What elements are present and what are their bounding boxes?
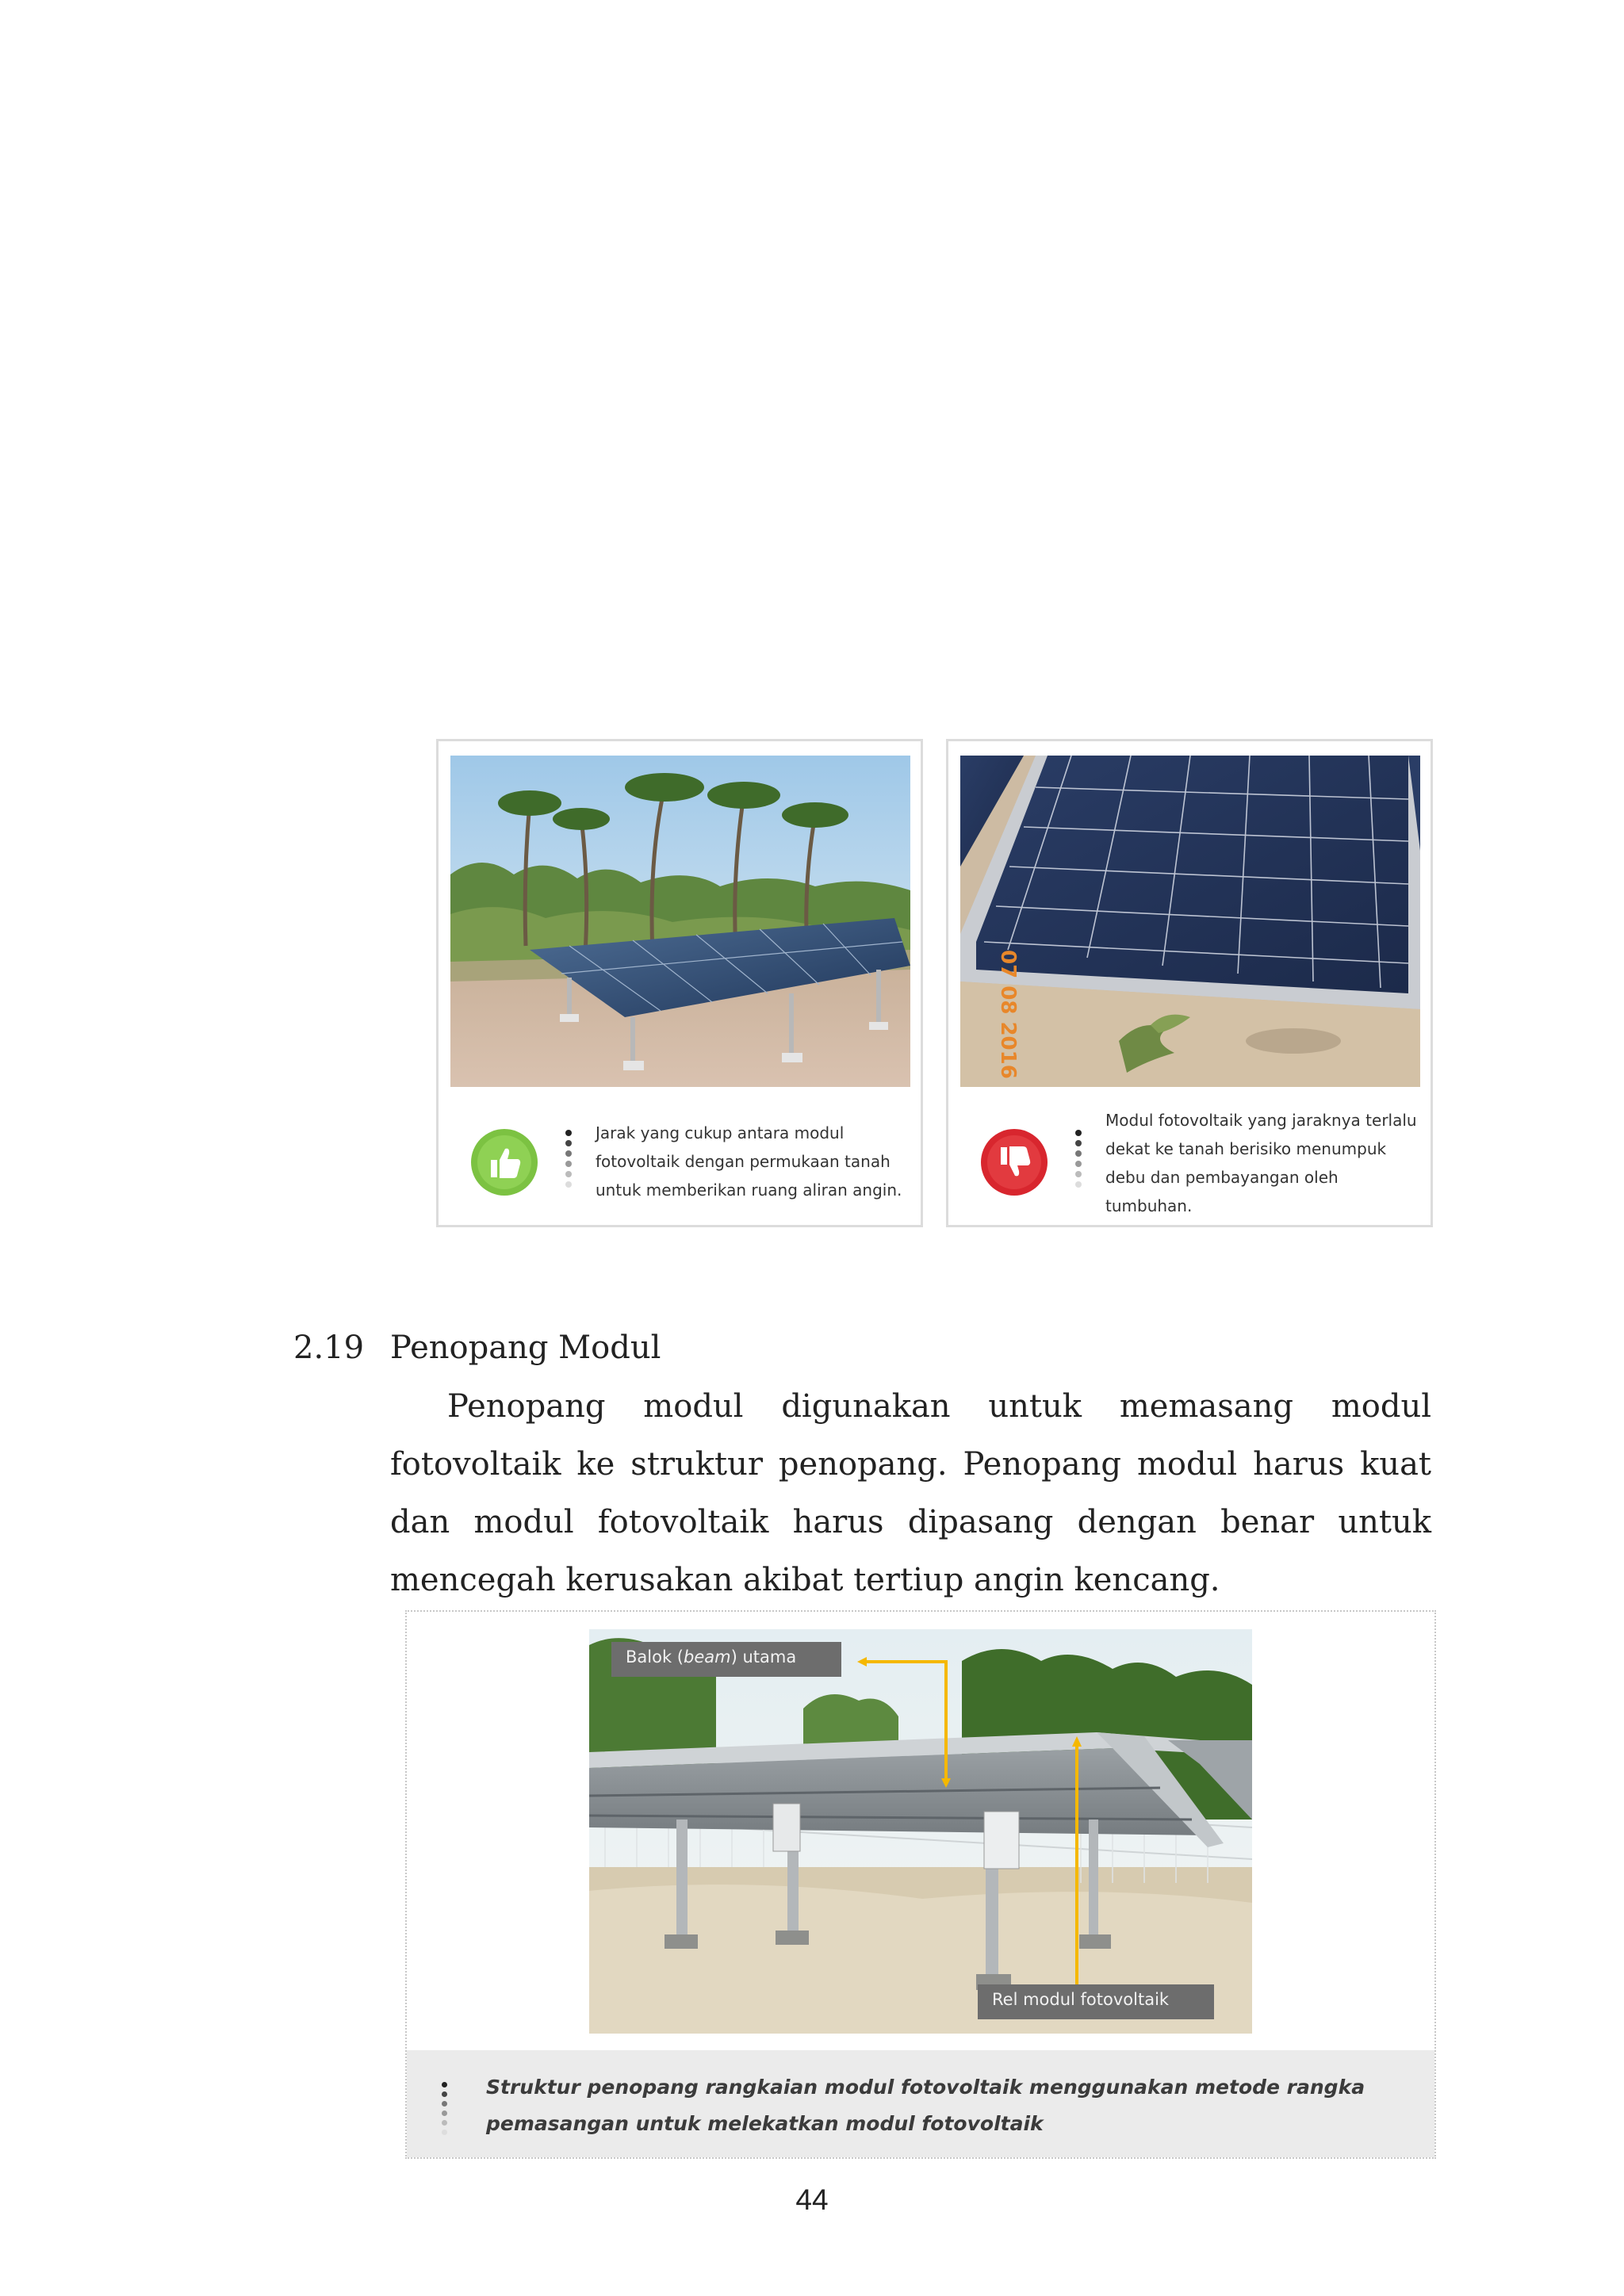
dot-divider [440, 2082, 448, 2145]
photo-panels-near-ground [960, 756, 1420, 1087]
dot-divider [1074, 1130, 1083, 1201]
mounting-structure-figure [405, 1610, 1436, 2159]
bad-example-caption: Modul fotovoltaik yang jaraknya terlalu dekat ke tanah berisiko menumpuk debu dan pembayangan oleh tumbuhan. [1105, 1111, 1417, 1215]
label-main-beam: Balok (beam) utama [611, 1642, 841, 1677]
section-number: 2.19 [293, 1330, 365, 1366]
bad-example-card [946, 739, 1433, 1227]
thumbs-down-icon [980, 1128, 1048, 1196]
good-example-card [436, 739, 923, 1227]
photo-mounting-structure [589, 1629, 1252, 2034]
figure-caption-band [407, 2050, 1434, 2157]
section-title: Penopang Modul [390, 1330, 661, 1366]
good-example-caption: Jarak yang cukup antara modul fotovoltaik dengan permukaan tanah untuk memberikan ruang aliran angin. [596, 1123, 902, 1200]
bad-example-caption-row [948, 1090, 1431, 1225]
thumbs-up-icon [470, 1128, 538, 1196]
good-example-caption-row [439, 1090, 921, 1225]
page-number: 44 [795, 2183, 829, 2216]
figure-caption: Struktur penopang rangkaian modul fotovoltaik menggunakan metode rangka pemasangan untuk melekatkan modul fotovoltaik [486, 2076, 1365, 2135]
label-pv-rail: Rel modul fotovoltaik [978, 1984, 1214, 2019]
section-body: Penopang modul digunakan untuk memasang modul fotovoltaik ke struktur penopang. Penopang modul harus kuat dan modul fotovoltaik harus dipasang dengan benar untuk mencegah kerusakan akibat tertiup angin kencang. [390, 1388, 1431, 1598]
dot-divider [564, 1130, 573, 1201]
photo-date-stamp: 07 08 2016 [996, 950, 1020, 1079]
photo-panels-elevated [450, 756, 910, 1087]
